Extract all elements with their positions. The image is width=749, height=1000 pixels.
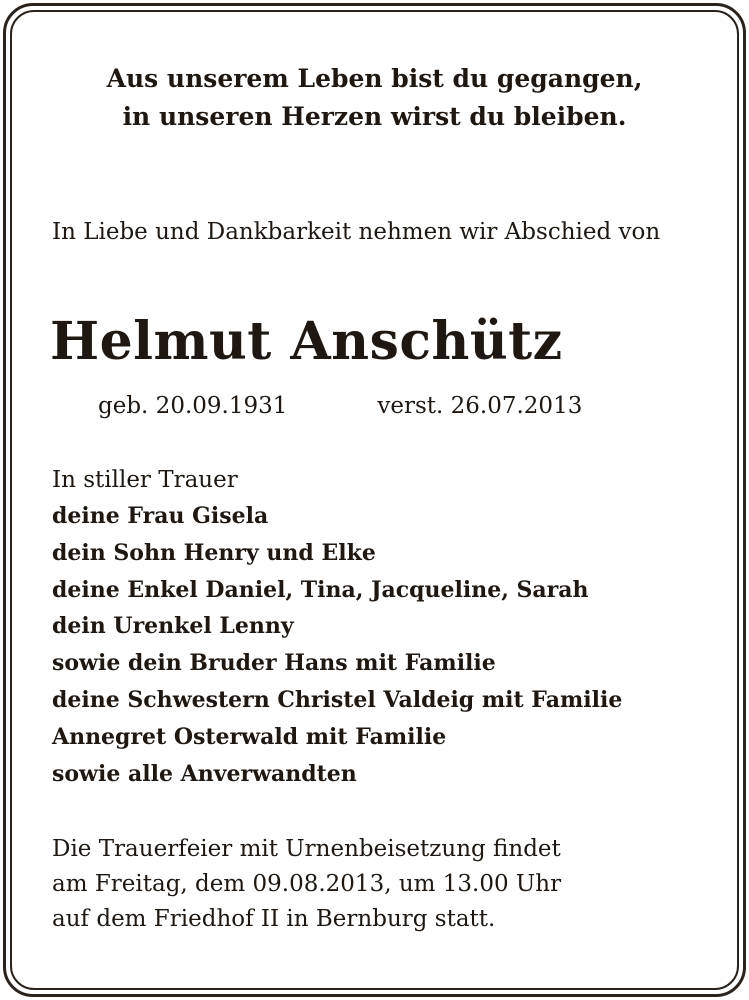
relative-line: Annegret Osterwald mit Familie bbox=[52, 723, 447, 750]
death-date: verst. 26.07.2013 bbox=[377, 393, 583, 419]
deceased-name: Helmut Anschütz bbox=[50, 311, 563, 372]
relative-line: sowie alle Anverwandten bbox=[52, 760, 357, 787]
relative-line: dein Sohn Henry und Elke bbox=[52, 539, 376, 566]
service-line-1: Die Trauerfeier mit Urnenbeisetzung findet bbox=[52, 836, 561, 862]
motto-line-1: Aus unserem Leben bist du gegangen, bbox=[106, 64, 643, 93]
mourners-list bbox=[52, 462, 712, 792]
intro-text: In Liebe und Dankbarkeit nehmen wir Abschied von bbox=[52, 219, 661, 245]
relative-line: dein Urenkel Lenny bbox=[52, 613, 294, 640]
relative-line: deine Enkel Daniel, Tina, Jacqueline, Sarah bbox=[52, 576, 589, 603]
funeral-service-info bbox=[52, 832, 698, 937]
mourners-lead: In stiller Trauer bbox=[52, 467, 238, 493]
life-dates bbox=[98, 388, 582, 424]
relative-line: deine Schwestern Christel Valdeig mit Familie bbox=[52, 686, 623, 713]
relative-line: deine Frau Gisela bbox=[52, 503, 269, 529]
service-line-3: auf dem Friedhof II in Bernburg statt. bbox=[52, 906, 496, 932]
motto bbox=[40, 60, 709, 136]
service-line-2: am Freitag, dem 09.08.2013, um 13.00 Uhr bbox=[52, 871, 562, 897]
relative-line: sowie dein Bruder Hans mit Familie bbox=[52, 650, 496, 677]
birth-date: geb. 20.09.1931 bbox=[98, 393, 288, 419]
motto-line-2: in unseren Herzen wirst du bleiben. bbox=[122, 102, 627, 131]
